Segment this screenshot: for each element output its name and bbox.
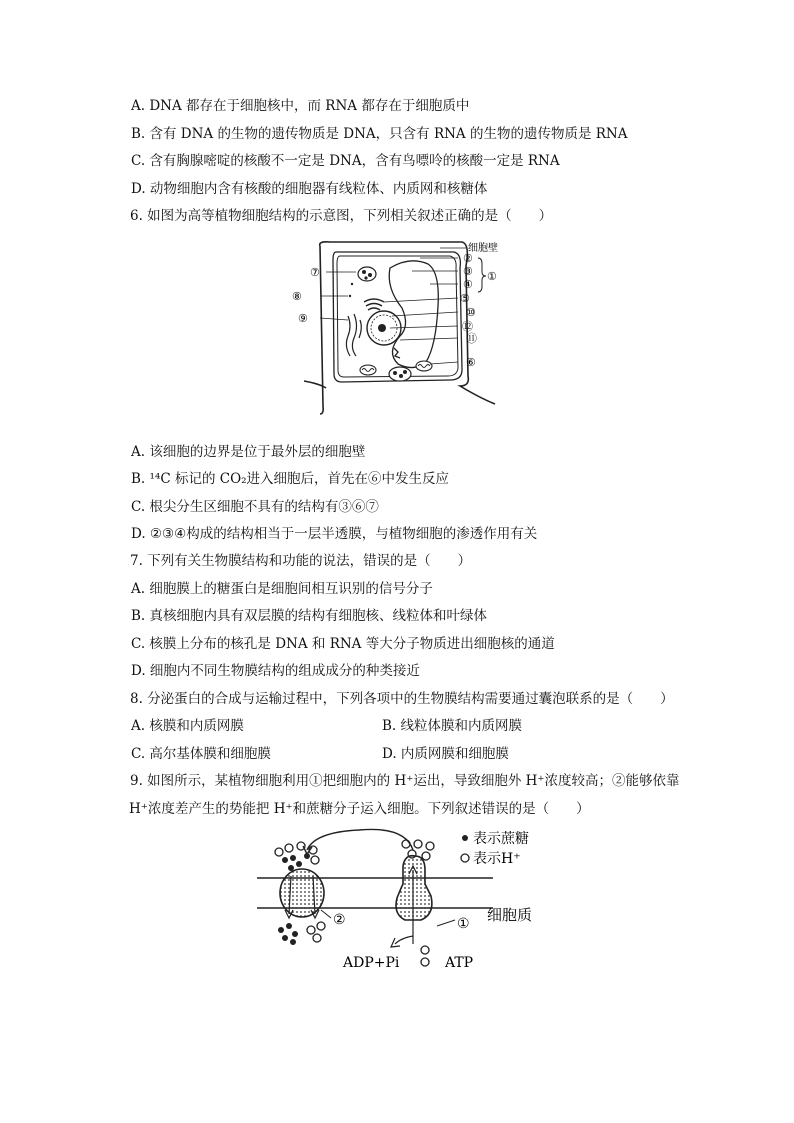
label-1: ① [487, 270, 497, 283]
label-9: ⑨ [298, 312, 308, 325]
q7-option-b: B. 真核细胞内具有双层膜的结构有细胞核、线粒体和叶绿体 [131, 608, 488, 624]
q7-option-a: A. 细胞膜上的糖蛋白是细胞间相互识别的信号分子 [131, 581, 433, 597]
q6-stem: 6. 如图为高等植物细胞结构的示意图，下列相关叙述正确的是（ ） [130, 208, 553, 224]
label-10: ⑩ [466, 306, 476, 319]
label-5: ⑤ [460, 292, 470, 305]
label-4: ④ [463, 278, 473, 291]
label-2: ② [463, 252, 473, 265]
atp-label: ATP [445, 955, 474, 971]
q6-option-c: C. 根尖分生区细胞不具有的结构有③⑥⑦ [131, 499, 379, 515]
q8-option-c: C. 高尔基体膜和细胞膜 [131, 746, 271, 762]
q6-option-a: A. 该细胞的边界是位于最外层的细胞壁 [131, 444, 366, 460]
membrane-transport-diagram [255, 826, 555, 974]
label-11: ⑪ [466, 332, 477, 345]
q9-stem-line1: 9. 如图所示，某植物细胞利用①把细胞内的 H⁺运出，导致细胞外 H⁺浓度较高；②能够依靠 [130, 773, 680, 789]
q8-option-a: A. 核膜和内质网膜 [131, 718, 244, 734]
q5-option-c: C. 含有胸腺嘧啶的核酸不一定是 DNA，含有鸟嘌呤的核酸一定是 RNA [131, 153, 560, 169]
label-3: ③ [463, 265, 473, 278]
q6-option-d: D. ②③④构成的结构相当于一层半透膜，与植物细胞的渗透作用有关 [131, 526, 538, 542]
q8-stem: 8. 分泌蛋白的合成与运输过程中，下列各项中的生物膜结构需要通过囊泡联系的是（ ） [130, 691, 674, 707]
plant-cell-diagram [290, 236, 500, 416]
q5-option-b: B. 含有 DNA 的生物的遗传物质是 DNA，只含有 RNA 的生物的遗传物质是 RNA [131, 126, 628, 142]
legend-sucrose: 表示蔗糖 [473, 831, 529, 847]
cotransporter-label: ② [333, 912, 346, 928]
q8-option-b: B. 线粒体膜和内质网膜 [382, 718, 523, 734]
q7-stem: 7. 下列有关生物膜结构和功能的说法，错误的是（ ） [130, 553, 472, 569]
q8-option-d: D. 内质网膜和细胞膜 [382, 746, 509, 762]
pump-label: ① [457, 916, 470, 932]
label-6: ⑥ [466, 356, 476, 369]
q6-option-b: B. ¹⁴C 标记的 CO₂进入细胞后，首先在⑥中发生反应 [131, 471, 450, 487]
q9-stem-line2: H⁺浓度差产生的势能把 H⁺和蔗糖分子运入细胞。下列叙述错误的是（ ） [129, 801, 590, 817]
q5-option-a: A. DNA 都存在于细胞核中，而 RNA 都存在于细胞质中 [131, 98, 470, 114]
legend-h-ion: 表示H⁺ [473, 851, 521, 867]
cytoplasm-label: 细胞质 [487, 906, 533, 924]
q7-option-c: C. 核膜上分布的核孔是 DNA 和 RNA 等大分子物质进出细胞核的通道 [131, 636, 555, 652]
q5-option-d: D. 动物细胞内含有核酸的细胞器有线粒体、内质网和核糖体 [131, 181, 488, 197]
adp-label: ADP+Pi [343, 955, 400, 971]
cell-wall-label: 细胞壁 [468, 243, 498, 254]
q7-option-d: D. 细胞内不同生物膜结构的组成成分的种类接近 [131, 663, 420, 679]
label-8: ⑧ [292, 290, 302, 303]
label-7: ⑦ [310, 266, 320, 279]
label-12: ⑫ [462, 320, 473, 333]
